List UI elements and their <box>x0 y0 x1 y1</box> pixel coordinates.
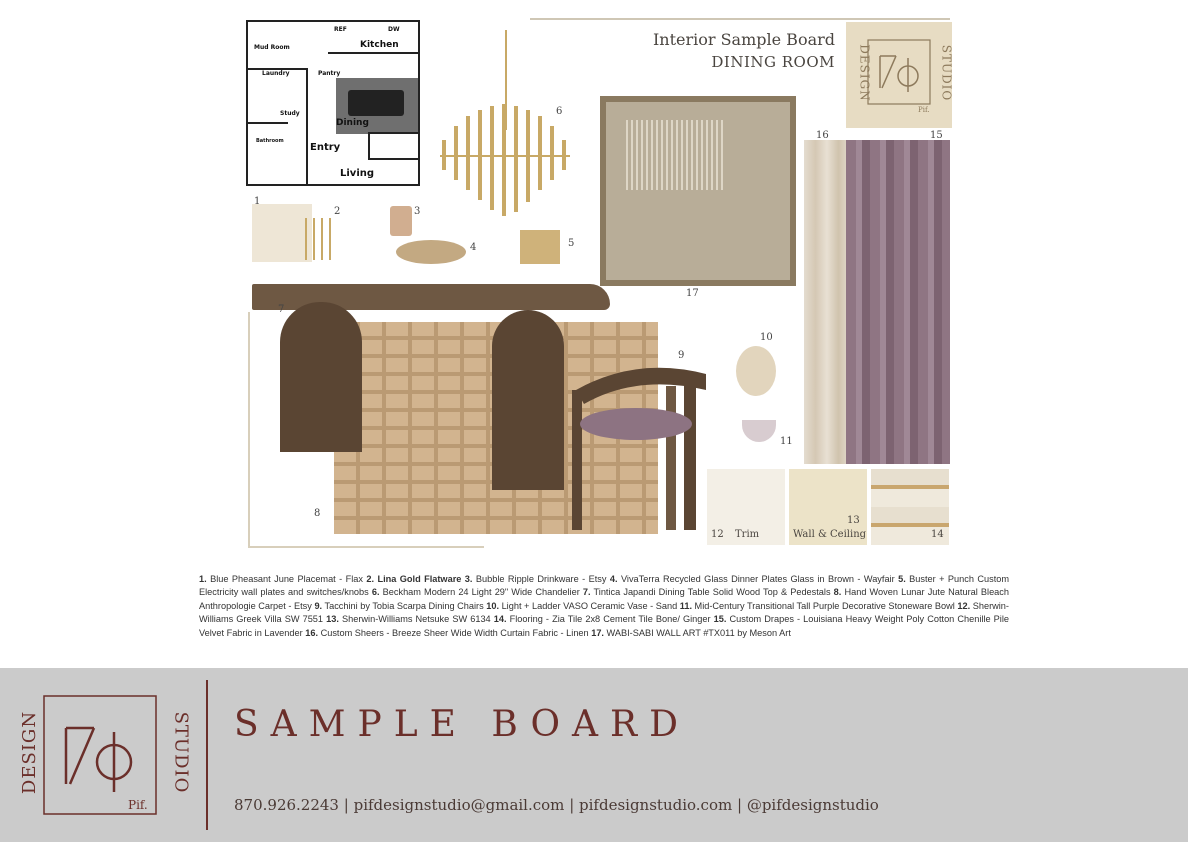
caption-item-text: Tacchini by Tobia Scarpa Dining Chairs <box>322 600 487 611</box>
item-number: 5 <box>568 238 575 249</box>
board-title-line1: Interior Sample Board <box>652 30 835 49</box>
appliance-label: DW <box>388 26 400 33</box>
caption-item-text: Blue Pheasant June Placemat - Flax <box>206 574 367 584</box>
flatware-image <box>300 214 336 264</box>
header-rule <box>530 18 950 20</box>
phone-link[interactable]: 870.926.2243 <box>234 796 339 814</box>
logo-word-left: DESIGN <box>19 710 41 795</box>
item-number: 1 <box>254 196 261 207</box>
item-number: 6 <box>556 106 563 117</box>
email-link[interactable]: pifdesignstudio@gmail.com <box>353 796 565 814</box>
table-pedestal-left <box>280 302 362 452</box>
item-number: 3 <box>414 206 421 217</box>
plates-image <box>396 240 466 264</box>
item-number: 16 <box>816 130 829 141</box>
room-label: Study <box>280 110 300 117</box>
sheer-curtain-image <box>804 140 850 464</box>
caption-item-number: 7. <box>582 587 591 598</box>
logo-mark-text: Pif. <box>918 106 930 114</box>
caption-item-number: 6. <box>371 587 380 598</box>
caption-item-text: Flooring - Zia Tile 2x8 Cement Tile Bone/ Ginger <box>506 614 714 625</box>
caption-item-number: 9. <box>314 600 323 611</box>
caption-item-text: Beckham Modern 24 Light 29" Wide Chandelier <box>379 587 583 598</box>
item-number: 8 <box>314 508 321 519</box>
board-title-line2: DINING ROOM <box>711 53 835 71</box>
caption-item-number: 2. <box>366 574 375 584</box>
swatch-number: 13 <box>847 515 860 526</box>
studio-logo-large <box>18 688 194 822</box>
caption-item-text: WABI-SABI WALL ART #TX011 by Meson Art <box>603 627 791 638</box>
caption-item-text: Custom Sheers - Breeze Sheer Wide Width Curtain Fabric - Linen <box>318 627 592 638</box>
item-number: 10 <box>760 332 773 343</box>
drinkware-image <box>390 206 412 236</box>
caption-item-number: 15. <box>713 614 727 625</box>
item-number: 17 <box>686 288 699 299</box>
caption-item-number: 13. <box>326 614 339 625</box>
separator: | <box>343 796 349 814</box>
item-number: 4 <box>470 242 477 253</box>
logo-mark-text: Pif. <box>128 798 148 812</box>
social-link[interactable]: @pifdesignstudio <box>746 796 879 814</box>
room-label: Bathroom <box>256 138 284 144</box>
wall <box>306 68 308 186</box>
room-label: Dining <box>336 118 369 128</box>
caption-item-text: Bubble Ripple Drinkware - Etsy <box>472 574 610 584</box>
wall-art-canvas <box>606 102 790 280</box>
room-label: Pantry <box>318 70 341 77</box>
caption-item-text: VivaTerra Recycled Glass Dinner Plates Glass in Brown - Wayfair <box>617 574 899 584</box>
wall-art-image <box>600 96 796 286</box>
logo-mark-icon <box>18 688 194 822</box>
swatch-number: 14 <box>931 529 944 540</box>
product-caption <box>199 573 1009 640</box>
table-pedestal-right <box>492 310 564 490</box>
room-label: Entry <box>310 142 341 153</box>
caption-item-text: Mid-Century Transitional Tall Purple Decorative Stoneware Bowl <box>692 600 958 611</box>
caption-item-text: Sherwin-Williams Greek Villa SW 7551 <box>199 600 1009 625</box>
caption-item-number: 11. <box>679 600 692 611</box>
item-number: 2 <box>334 206 341 217</box>
website-link[interactable]: pifdesignstudio.com <box>579 796 733 814</box>
floor-plan <box>246 20 420 186</box>
dining-chair-image <box>566 360 716 536</box>
swatch-number: 12 <box>711 529 724 540</box>
caption-item-number: 5. <box>898 574 906 584</box>
chandelier-image <box>436 30 576 220</box>
caption-item-text: Sherwin-Williams Netsuke SW 6134 <box>338 614 494 625</box>
separator: | <box>569 796 575 814</box>
separator: | <box>736 796 743 814</box>
sofa-plan-icon <box>368 132 420 160</box>
caption-item-number: 8. <box>833 587 842 598</box>
footer-contact <box>234 796 879 814</box>
frame-rule <box>248 546 484 548</box>
switch-plate-image <box>520 230 560 264</box>
item-number: 9 <box>678 350 685 361</box>
caption-item-text: Buster + Punch Custom Electricity wall plates and switches/knobs <box>199 574 1010 598</box>
dining-table-plan-icon <box>348 90 404 116</box>
paint-swatch-wall <box>789 469 867 545</box>
room-label: Living <box>340 168 375 179</box>
caption-item-number: 1. <box>199 574 207 584</box>
caption-item-text: Hand Woven Lunar Jute Natural Bleach Anthropologie Carpet - Etsy <box>199 587 1009 611</box>
logo-word-left: DESIGN <box>857 44 872 102</box>
tile-swatch <box>871 469 949 545</box>
logo-word-right: STUDIO <box>939 44 954 102</box>
bowl-image <box>742 420 776 442</box>
studio-logo-small <box>846 22 952 128</box>
caption-item-number: 10. <box>486 600 500 611</box>
swatch-label: Trim <box>735 529 760 540</box>
item-number: 11 <box>780 436 793 447</box>
caption-item-text: Tintica Japandi Dining Table Solid Wood Top & Pedestals <box>590 587 834 598</box>
footer <box>0 668 1188 842</box>
footer-divider <box>206 680 208 830</box>
caption-item-number: 14. <box>493 614 507 625</box>
room-label: Kitchen <box>360 40 399 50</box>
caption-item-number: 16. <box>305 627 319 638</box>
wall <box>328 52 420 54</box>
logo-word-right: STUDIO <box>170 711 192 794</box>
caption-item-number: 4. <box>609 574 618 584</box>
caption-item-number: 17. <box>591 627 604 638</box>
frame-rule <box>248 312 250 548</box>
appliance-label: REF <box>334 26 347 33</box>
item-number: 7 <box>278 304 285 315</box>
swatch-label: Wall & Ceiling <box>793 529 867 540</box>
caption-item-text: Light + Ladder VASO Ceramic Vase - Sand <box>499 600 680 611</box>
footer-title: SAMPLE BOARD <box>234 704 690 745</box>
caption-item-text: Lina Gold Flatware <box>374 574 465 584</box>
room-label: Mud Room <box>254 44 290 51</box>
board-title <box>645 30 835 71</box>
wall-art-texture <box>626 120 726 190</box>
caption-item-text: Custom Drapes - Louisiana Heavy Weight Poly Cotton Chenille Pile Velvet Fabric in Lavender <box>199 614 1009 638</box>
caption-item-number: 3. <box>464 574 473 584</box>
item-number: 15 <box>930 130 943 141</box>
paint-swatch-trim <box>707 469 785 545</box>
vase-image <box>736 346 776 396</box>
room-label: Laundry <box>262 70 290 77</box>
drape-image <box>846 140 950 464</box>
caption-item-number: 12. <box>957 600 971 611</box>
wall <box>248 122 288 124</box>
